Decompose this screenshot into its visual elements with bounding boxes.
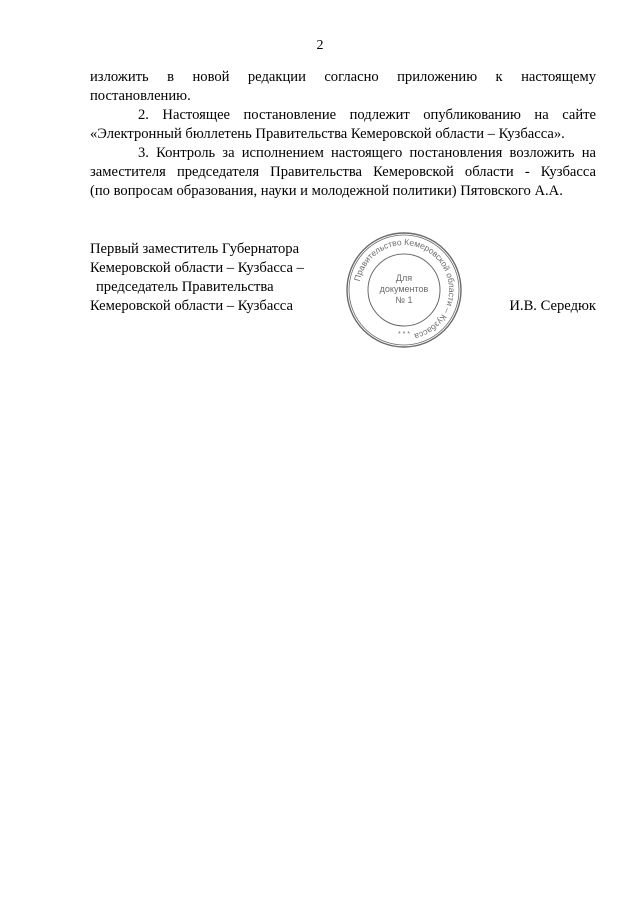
signatory-title [90,240,330,316]
signature-block [90,236,596,370]
signatory-title-line: Первый заместитель Губернатора [90,241,300,257]
signatory-title-line: Кемеровской области – Кузбасса [90,298,293,314]
seal-center-line-3: № 1 [395,295,413,305]
paragraph-2-line-1: 2. Настоящее постановление подлежит опубликованию на сайте [138,107,596,123]
seal-outer-text: Правительство Кемеровской области – Кузбасса [351,236,458,342]
paragraph-3-line-3: (по вопросам образования, науки и молодежной политики) Пятовского А.А. [90,183,563,199]
official-seal-stamp [344,230,464,350]
page-number: 2 [316,38,324,53]
paragraph-3-line-1: 3. Контроль за исполнением настоящего постановления возложить на [138,145,596,161]
document-body [90,68,596,201]
seal-stars: * * * [397,331,411,338]
signatory-name: И.В. Середюк [509,298,596,314]
paragraph-1-line-2: постановлению. [90,88,191,104]
paragraph-1-line-1: изложить в новой редакции согласно приложению к настоящему [90,69,596,85]
signatory-title-line: председатель Правительства [96,279,274,295]
seal-center-line-1: Для [395,273,413,283]
seal-center-line-2: документов [379,284,429,294]
signatory-title-line: Кемеровской области – Кузбасса – [90,260,304,276]
paragraph-2-line-2: «Электронный бюллетень Правительства Кемеровской области – Кузбасса». [90,126,565,142]
paragraph-3-line-2: заместителя председателя Правительства Кемеровской области - Кузбасса [90,164,596,180]
seal-graphic [344,230,464,350]
